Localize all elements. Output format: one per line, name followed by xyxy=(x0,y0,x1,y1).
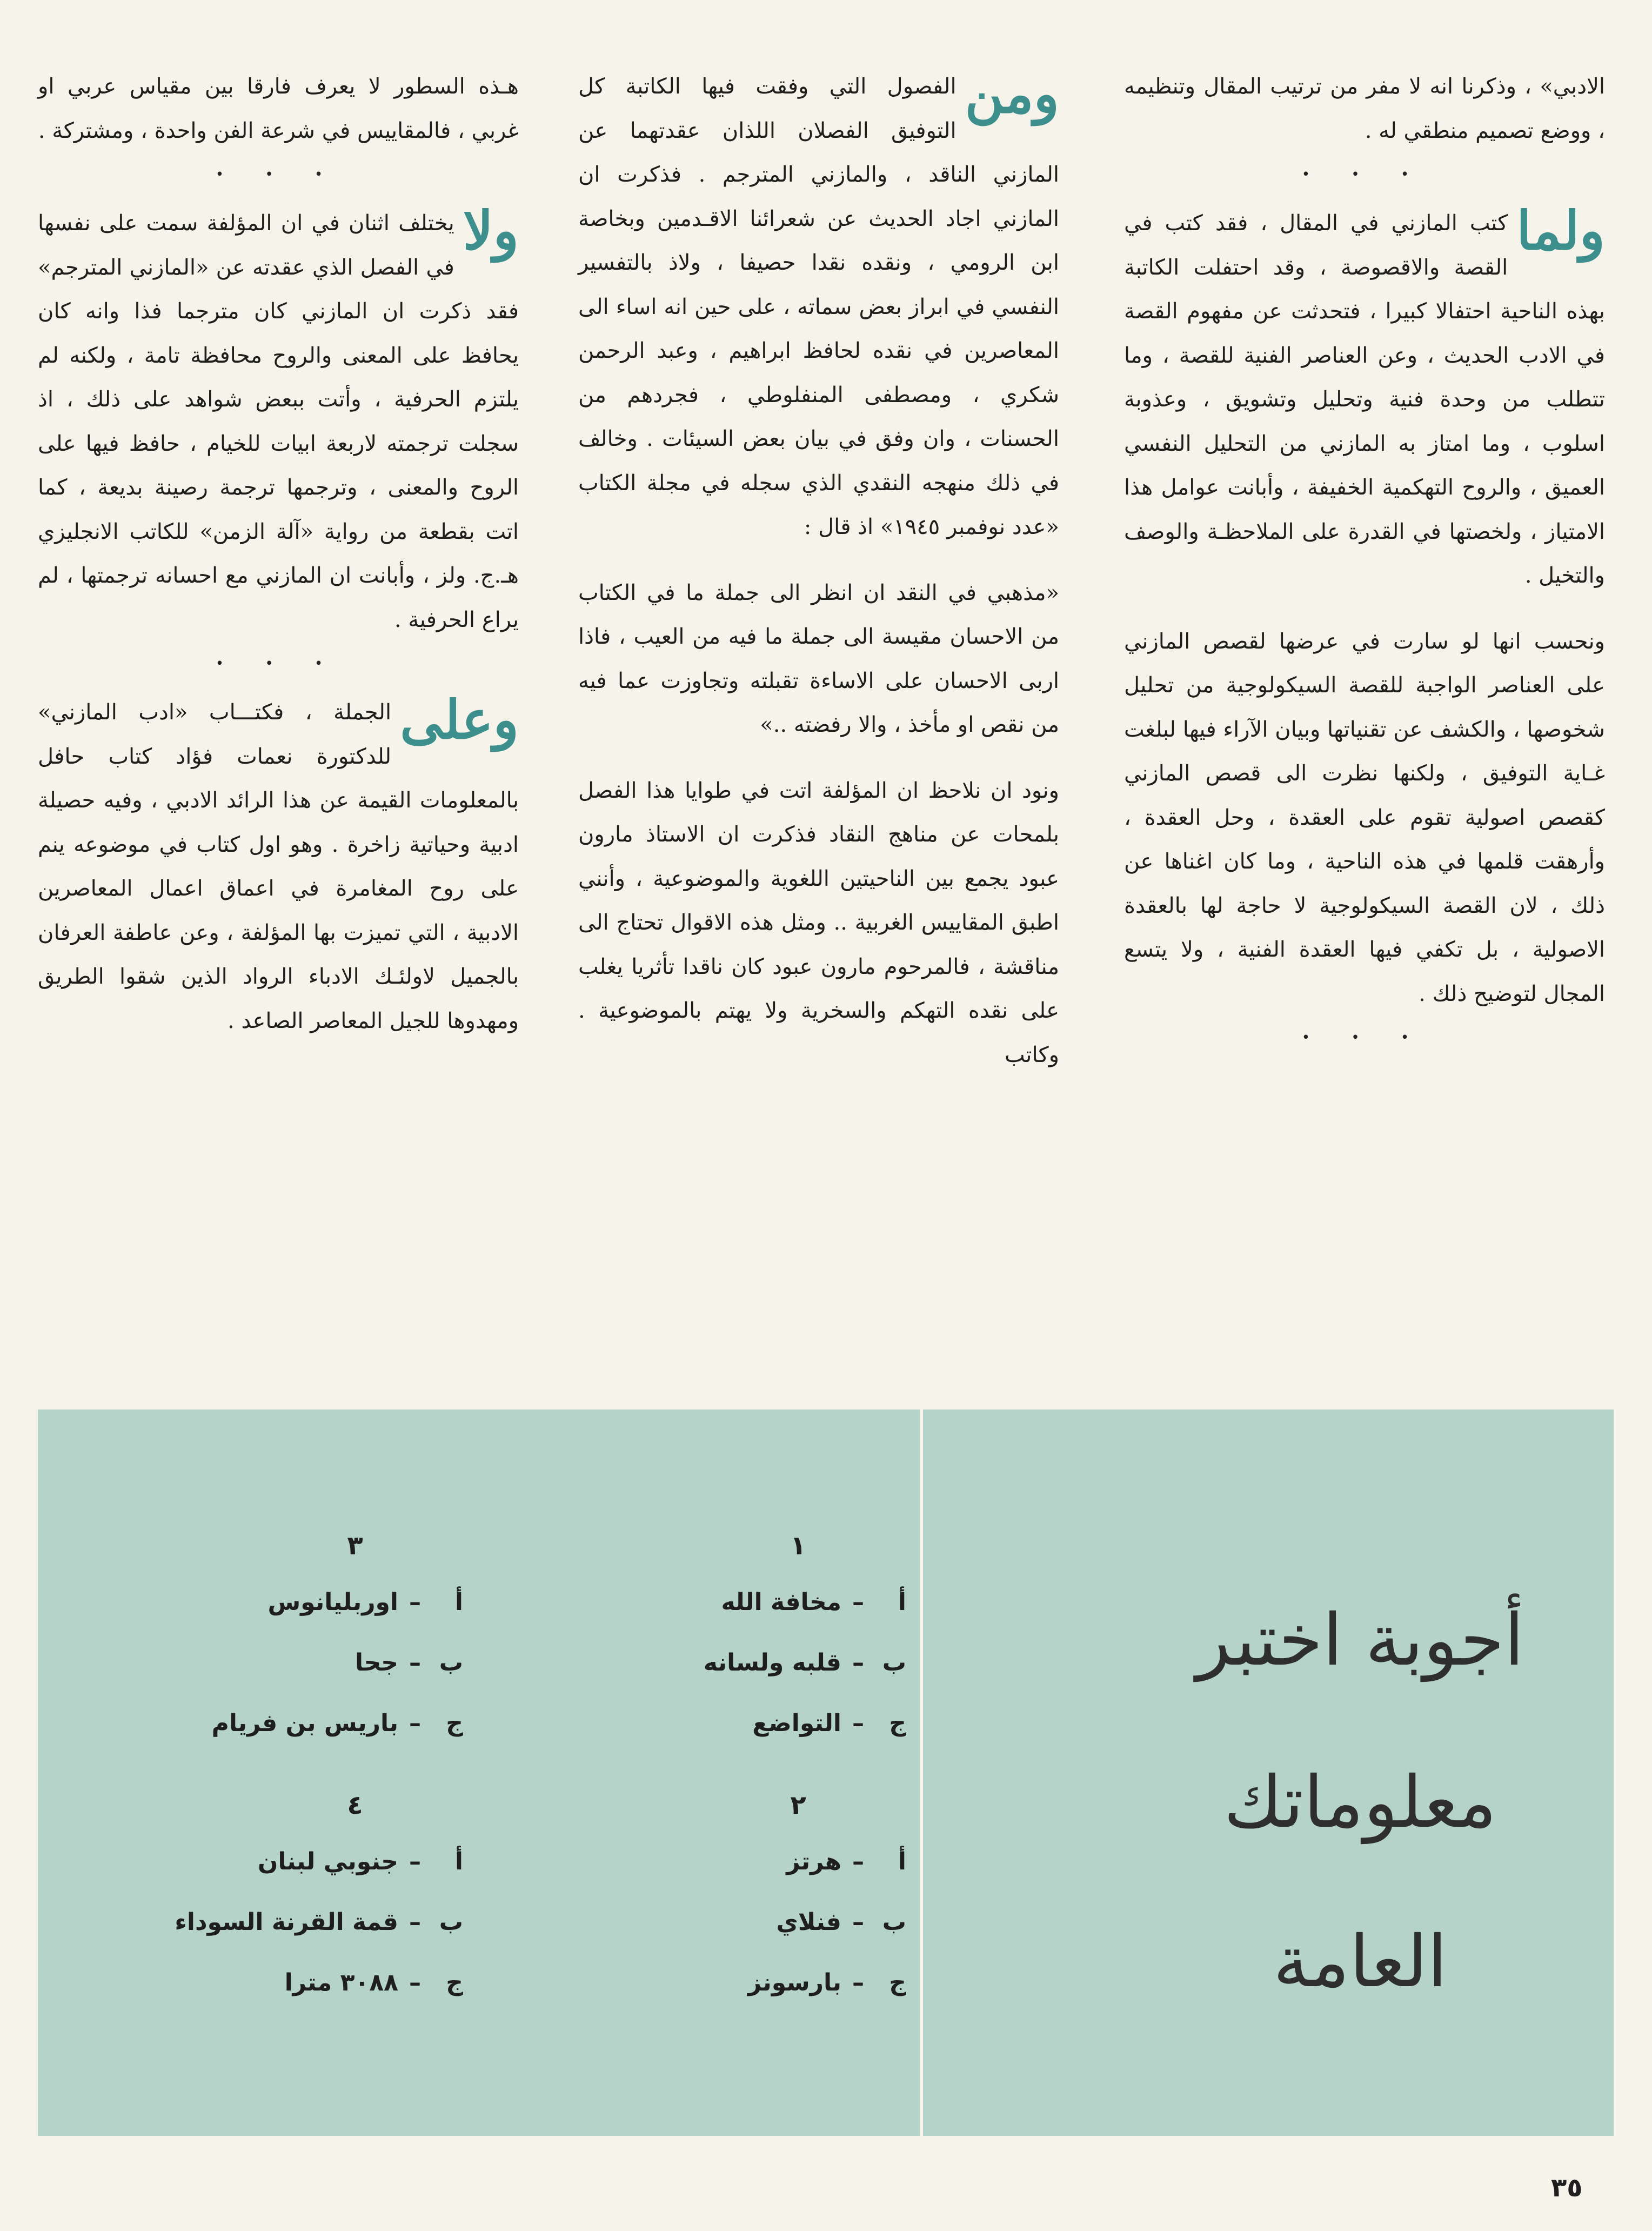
answer-dash: – xyxy=(852,1848,864,1875)
answer-letter: ج xyxy=(446,1709,463,1737)
answer-group-number: ٢ xyxy=(790,1790,806,1820)
answer-text: التواضع xyxy=(752,1709,841,1737)
answer-text: ٣٠٨٨ مترا xyxy=(284,1969,398,1996)
answer-letter: ج xyxy=(889,1709,906,1737)
quiz-title-line-2: معلوماتك xyxy=(1223,1761,1497,1844)
answer-group-number: ٣ xyxy=(347,1531,363,1561)
answer-dash: – xyxy=(852,1649,864,1676)
paragraph: ونحسب انها لو سارت في عرضها لقصص المازني على العناصر الواجبة للقصة السيكولوجية من تحليل شخوصها ، والكشف عن تقنياتها وبيان الآراء فيها لبلغت غـاية التوفيق ، ولكنها نظرت الى قصص المازني كقصص اصولية تقوم على العقدة ، وحل العقدة ، وأرهقت قلمها في هذه الناحية ، وما كان اغناها عن ذلك ، لان القصة السيكولوجية لا حاجة لها بالعقدة الاصولية ، بل تكفي فيها العقدة الفنية ، ولا يتسع المجال لتوضيح ذلك . xyxy=(1124,629,1605,1006)
answer-text: هرتز xyxy=(786,1848,841,1875)
answer-group-1 xyxy=(690,1529,906,1768)
paragraph: الجملة ، فكتـــاب «ادب المازني» للدكتورة نعمات فؤاد كتاب حافل بالمعلومات القيمة عن هذا الرائد الادبي ، وفيه حصيلة ادبية وحياتية زاخرة . وهو اول كتاب في موضوعه ينم على روح المغامرة في اعماق اعمال المعاصرين الادبية ، التي تميزت بها المؤلفة ، وعن عاطفة العرفان بالجميل لاولئـك الادباء الرواد الذين شقوا الطريق ومهدوها للجيل المعاصر الصاعد . xyxy=(38,700,519,1033)
answer-dash: – xyxy=(409,1908,421,1936)
answer-letter: ب xyxy=(882,1908,906,1936)
answer-dash: – xyxy=(409,1649,421,1676)
answer-item xyxy=(212,1707,463,1740)
section-separator: • • • xyxy=(215,656,342,672)
answer-group-4 xyxy=(175,1789,463,2027)
answer-item xyxy=(690,1846,906,1878)
answer-text: جحا xyxy=(355,1649,398,1676)
page-number: ٣٥ xyxy=(1551,2173,1583,2203)
quiz-box-divider xyxy=(920,1410,923,2136)
quiz-title-line-1: أجوبة اختبر xyxy=(1196,1599,1524,1682)
answer-letter: ب xyxy=(882,1649,906,1676)
answer-item xyxy=(175,1906,463,1939)
answer-item xyxy=(175,1967,463,1999)
answer-dash: – xyxy=(852,1709,864,1737)
answer-text: مخافة الله xyxy=(721,1588,841,1616)
answer-letter: ج xyxy=(889,1969,906,1996)
paragraph: كتب المازني في المقال ، فقد كتب في القصة والاقصوصة ، وقد احتفلت الكاتبة بهذه الناحية احتفالا كبيرا ، فتحدثت عن مفهوم القصة في الادب الحديث ، وعن العناصر الفنية للقصة ، وما تتطلب من وحدة فنية وتحليل وتشويق ، وعذوبة اسلوب ، وما امتاز به المازني من التحليل النفسي العميق ، والروح التهكمية الخفيفة ، وأبانت عوامل هذا الامتياز ، ولخصتها في القدرة على الملاحظـة والوصف والتخيل . xyxy=(1124,211,1606,588)
answer-dash: – xyxy=(852,1588,864,1616)
answer-text: جنوبي لبنان xyxy=(257,1848,398,1875)
answer-text: قمة القرنة السوداء xyxy=(175,1908,398,1936)
paragraph: هـذه السطور لا يعرف فارقا بين مقياس عربي او غربي ، فالمقاييس في شرعة الفن واحدة ، ومشتركة . xyxy=(38,74,519,143)
section-separator: • • • xyxy=(215,166,342,183)
answer-item xyxy=(690,1707,906,1740)
paragraph: الادبي» ، وذكرنا انه لا مفر من ترتيب المقال وتنظيمه ، ووضع تصميم منطقي له . xyxy=(1124,74,1605,143)
answer-letter: أ xyxy=(454,1848,463,1875)
answer-item xyxy=(690,1906,906,1939)
answer-text: قلبه ولسانه xyxy=(703,1649,841,1676)
answer-dash: – xyxy=(852,1908,864,1936)
answer-dash: – xyxy=(409,1588,421,1616)
section-separator: • • • xyxy=(1301,1030,1428,1046)
answer-item xyxy=(212,1586,463,1619)
drop-cap: ولما xyxy=(1516,200,1605,262)
answer-dash: – xyxy=(852,1969,864,1996)
answer-letter: ب xyxy=(439,1908,463,1936)
article-column-right xyxy=(1124,65,1605,1065)
drop-cap: وعلى xyxy=(400,689,519,751)
answer-item xyxy=(212,1647,463,1679)
paragraph: الفصول التي وفقت فيها الكاتبة كل التوفيق الفصلان اللذان عقدتهما عن المازني الناقد ، والمازني المترجم . فذكرت ان المازني اجاد الحديث عن شعرائنا الاقـدمين وبخاصة ابن الرومي ، ونقده نقدا حصيفا ، ولاذ بالتفسير النفسي في ابراز بعض سماته ، على حين انه اساء الى المعاصرين في نقده لحافظ ابراهيم ، وعبد الرحمن شكري ، ومصطفى المنفلوطي ، فجردهم من الحسنات ، وان وفق في بيان بعض السيئات . وخالف في ذلك منهجه النقدي الذي سجله في مجلة الكتاب «عدد نوفمبر ١٩٤٥» اذ قال : xyxy=(578,74,1059,539)
answer-text: فنلاي xyxy=(776,1908,841,1936)
drop-cap: ومن xyxy=(965,63,1059,125)
answer-group-number: ٤ xyxy=(347,1790,363,1820)
answer-letter: أ xyxy=(898,1588,906,1616)
answer-dash: – xyxy=(409,1969,421,1996)
answer-text: اوربليانوس xyxy=(267,1588,398,1616)
paragraph: ونود ان نلاحظ ان المؤلفة اتت في طوايا هذا الفصل بلمحات عن مناهج النقاد فذكرت ان الاستاذ مارون عبود يجمع بين الناحيتين اللغوية والموضوعية ، وأنني اطبق المقاييس الغربية .. ومثل هذه الاقوال تحتاج الى مناقشة ، فالمرحوم مارون عبود كان ناقدا تأثريا يغلب على نقده التهكم والسخرية ولا يهتم بالموضوعية . وكاتب xyxy=(578,778,1059,1067)
answer-item xyxy=(690,1647,906,1679)
answer-dash: – xyxy=(409,1709,421,1737)
quote-paragraph: «مذهبي في النقد ان انظر الى جملة ما في الكتاب من الاحسان مقيسة الى جملة ما فيه من العيب ، فاذا اربى الاحسان على الاساءة تقبلته وتجاوزت عما فيه من نقص او مأخذ ، والا رفضته ..» xyxy=(578,580,1059,737)
article-column-middle xyxy=(578,65,1059,1077)
answer-group-3 xyxy=(212,1529,463,1768)
answer-letter: ج xyxy=(446,1969,463,1996)
answer-group-2 xyxy=(690,1789,906,2027)
drop-cap: ولا xyxy=(463,200,519,262)
article-column-left xyxy=(38,65,519,1043)
answer-letter: أ xyxy=(454,1588,463,1616)
answer-dash: – xyxy=(409,1848,421,1875)
paragraph: يختلف اثنان في ان المؤلفة سمت على نفسها في الفصل الذي عقدته عن «المازني المترجم» فقد ذكرت ان المازني كان مترجما فذا وانه كان يحافظ على المعنى والروح محافظة تامة ، ولكنه لم يلتزم الحرفية ، وأتت ببعض شواهد على ذلك ، اذ سجلت ترجمته لاربعة ابيات للخيام ، حافظ فيها على الروح والمعنى ، وترجمها ترجمة رصينة بديعة ، كما اتت بقطعة من رواية «آلة الزمن» للكاتب الانجليزي هـ.ج. ولز ، وأبانت ان المازني مع احسانه ترجمتها ، لم يراع الحرفية . xyxy=(38,211,519,632)
answer-letter: أ xyxy=(898,1848,906,1875)
section-separator: • • • xyxy=(1301,166,1428,183)
answer-item xyxy=(690,1586,906,1619)
quiz-title-line-3: العامة xyxy=(1273,1920,1448,2003)
answer-text: باريس بن فريام xyxy=(211,1709,398,1737)
answer-item xyxy=(690,1967,906,1999)
answer-letter: ب xyxy=(439,1649,463,1676)
answer-text: بارسونز xyxy=(747,1969,841,1996)
answer-group-number: ١ xyxy=(790,1531,806,1561)
answer-item xyxy=(175,1846,463,1878)
